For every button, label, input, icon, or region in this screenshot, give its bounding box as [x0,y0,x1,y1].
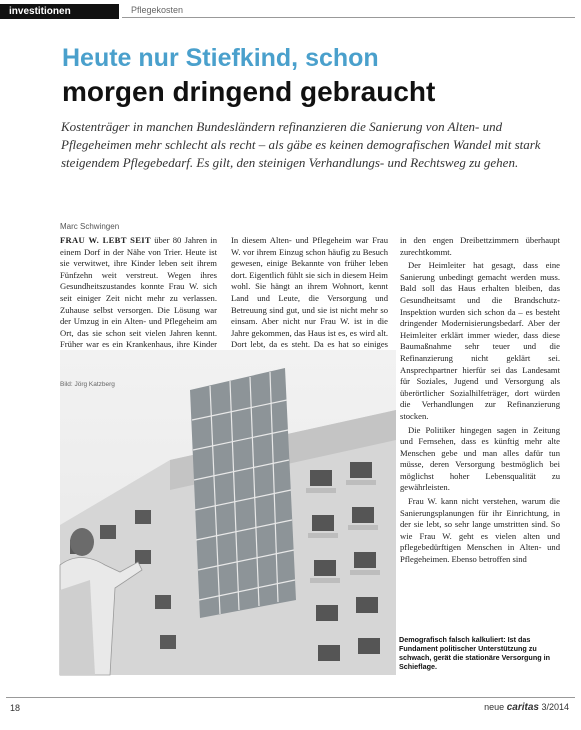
section-tag: investitionen [0,4,119,19]
column-3-paragraph-4: Frau W. kann nicht verstehen, warum die Sanierungsplanungen für ihr Einrichtung, in der sie lebt, so sehr lange umstritten sind. So wie Frau W. geht es vielen alten und pflegebedürftigen Menschen in Alten- und Pflegeheimen. Ebenso betroffen sind [400,496,560,565]
page-number: 18 [10,703,21,713]
magazine-issue: 3/2014 [541,702,569,712]
author-byline: Marc Schwingen [60,222,120,231]
footer-rule [6,697,575,698]
photo-caption: Demografisch falsch kalkuliert: Ist das Fundament politischer Unterstützung zu schwach, gerät die stationäre Versorgung in Schieflage. [399,635,550,671]
column-1-paragraph [60,235,217,363]
photo-credit: Bild: Jörg Katzberg [60,381,115,388]
column-2-text: In diesem Alten- und Pflegeheim war Frau W. vor ihrem Einzug schon häufig zu Besuch gewesen, einige Bekannte von früher leben dort. Eigentlich fühlt sie sich in diesem Heim wohl. Sie hängt an ihrem Wohnort, kennt Land und Leute, die Versorgung und Betreuung sind gut, und sie ist nicht mehr so einsam. Aber nicht nur Frau W. ist in die Jahre gekommen, das Haus ist es, es wird alt. Dort lebt, da es steht. Da es hat so einiges [231,235,388,350]
column-1-text: über 80 Jahren in einem Dorf in der Nähe von Trier. Heute ist sie verwitwet, ihre Kinder leben seit ihrem Fünfzehn weit verstreut. Wegen ihres Gesundheitszustandes konnte Frau W. sich seit einiger Zeit nicht mehr zu verlassen. Zuhause selbst versorgen. Die Lösung war der Umzug in ein Alten- und Pflegeheim am Ort, das sie schon seit vielen Jahren kennt. Früher war es ein Krankenhaus, ihre Kinder [60,235,217,350]
section-label: Pflegekosten [131,5,184,15]
magazine-prefix: neue [484,702,505,712]
building-photo-illustration [60,350,396,675]
building-photo [60,350,396,675]
column-3-paragraph-3: Die Politiker hingegen sagen in Zeitung und Fernsehen, dass es künftig mehr alte Menschen gebe und man alles dafür tun müsse, deren Versorgung bestmöglich bei möglichst hoher Lebensqualität zu gewährleisten. [400,424,560,493]
column-3-paragraph-2: Der Heimleiter hat gesagt, dass eine Sanierung unbedingt gemacht werden muss. Bald soll das Haus erhalten bleiben, das Gesundheitsamt und die Brandschutz-Inspektion wurden sich schon da – es besteht dringender Modernisierungsbedarf. Aber der Heimleiter erklärt immer wieder, dass diese Baumaßnahme sehr teuer und die Refinanzierung nicht geklärt sei. Ansprechpartner hierfür sei das Landesamt für Soziales, Jugend und Versorgung als überörtlicher Sozialhilfeträger, dort würden die Verhandlungen zur Refinanzierung stocken. [400,260,560,421]
magazine-footer [484,702,569,713]
title-line-1: Heute nur Stiefkind, schon [62,44,379,72]
column-3 [400,235,560,675]
lead-paragraph: Kostenträger in manchen Bundesländern refinanzieren die Sanierung von Alten- und Pflegeheimen mehr schlecht als recht – als gäbe es keinen demografischen Wandel mit stark steigendem Pflegebedarf. Es gilt, den steinigen Verhandlungs- und Rechtsweg zu gehen. [61,119,541,170]
dropcap-lead: FRAU W. LEBT SEIT [60,235,151,245]
header-bar [0,4,581,19]
title-line-2: morgen dringend gebraucht [62,76,436,107]
magazine-brand: caritas [506,702,539,713]
column-3-paragraph-1: in den engen Dreibettzimmern überhaupt zurechtkommt. [400,235,560,257]
header-rule [122,17,575,18]
